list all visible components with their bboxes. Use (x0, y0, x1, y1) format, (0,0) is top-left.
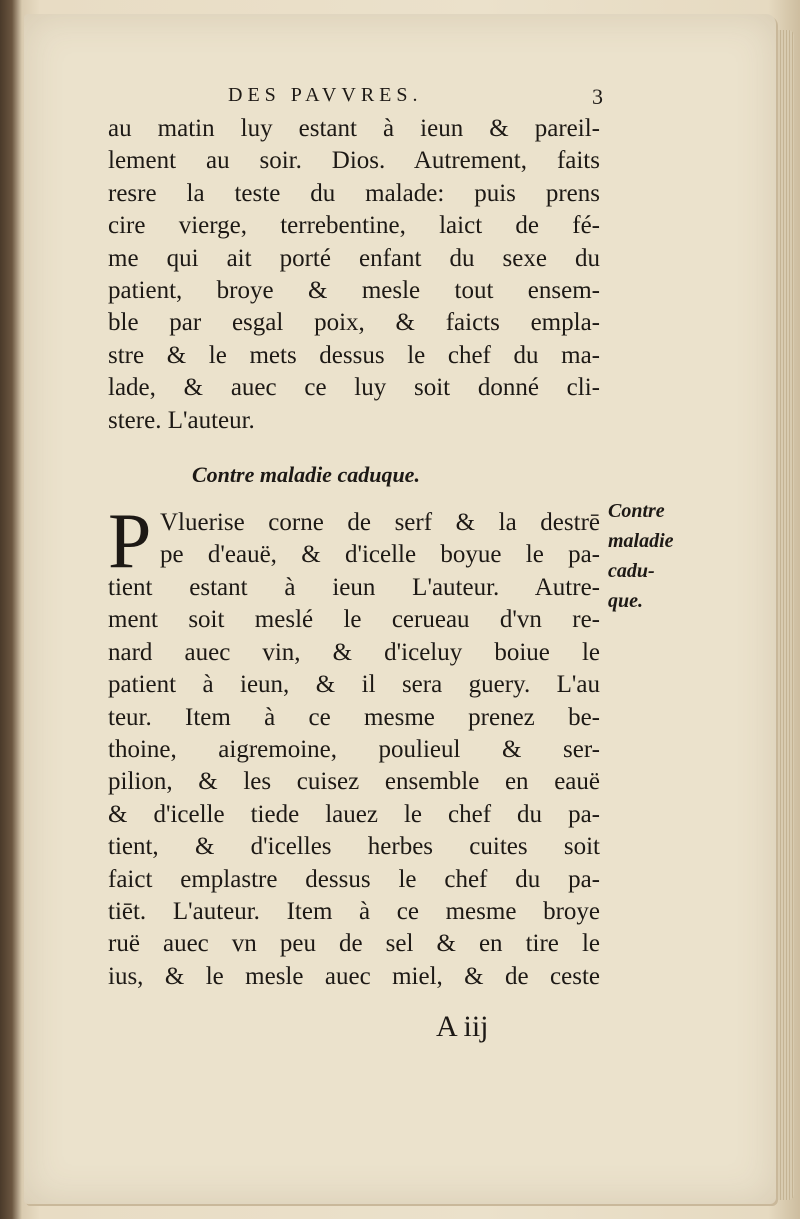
text-line: cire vierge, terrebentine, laict de fé- (108, 212, 600, 240)
text-line: lade, & auec ce luy soit donné cli- (108, 374, 600, 402)
text-line: lement au soir. Dios. Autrement, faits (108, 147, 600, 175)
text-line: ius, & le mesle auec miel, & de ceste (108, 962, 600, 990)
text-line: pe d'eauë, & d'icelle boyue le pa- (160, 541, 600, 569)
text-line: pilion, & les cuisez ensemble en eauë (108, 768, 600, 796)
text-line: stre & le mets dessus le chef du ma- (108, 341, 600, 369)
paragraph-1 (108, 113, 600, 437)
text-line: Vluerise corne de serf & la destrē (160, 509, 600, 536)
text-line: ment soit meslé le cerueau d'vn re- (108, 606, 600, 634)
margin-note (608, 496, 718, 616)
signature-mark: A iij (436, 1010, 489, 1043)
running-head: DES PAVVRES. (228, 84, 423, 106)
text-line: patient, broye & mesle tout ensem- (108, 277, 600, 305)
section-heading: Contre maladie caduque. (192, 462, 420, 487)
margin-note-line: que. (608, 590, 643, 612)
text-line: tient estant à ieun L'auteur. Autre- (108, 574, 600, 601)
text-line: thoine, aigremoine, poulieul & ser- (108, 736, 600, 764)
text-line: au matin luy estant à ieun & pareil- (108, 115, 600, 142)
margin-note-line: cadu- (608, 560, 655, 582)
text-line: faict emplastre dessus le chef du pa- (108, 865, 600, 893)
page-number: 3 (592, 84, 603, 109)
text-line: patient à ieun, & il sera guery. L'au (108, 671, 600, 699)
text-line: nard auec vin, & d'iceluy boiue le (108, 638, 600, 666)
drop-cap: P (108, 497, 152, 584)
margin-note-line: Contre (608, 500, 665, 522)
text-line: teur. Item à ce mesme prenez be- (108, 703, 600, 731)
text-line: stere. L'auteur. (108, 406, 255, 434)
text-line: ruë auec vn peu de sel & en tire le (108, 930, 600, 958)
text-line: & d'icelle tiede lauez le chef du pa- (108, 800, 600, 828)
paragraph-2-indented (160, 507, 600, 572)
page-edge (778, 30, 794, 1200)
paragraph-2 (108, 572, 600, 993)
margin-note-line: maladie (608, 530, 674, 552)
text-line: resre la teste du malade: puis prens (108, 179, 600, 207)
text-line: ble par esgal poix, & faicts empla- (108, 309, 600, 337)
text-line: tient, & d'icelles herbes cuites soit (108, 833, 600, 861)
text-line: me qui ait porté enfant du sexe du (108, 244, 600, 272)
text-line: tiēt. L'auteur. Item à ce mesme broye (108, 898, 600, 926)
